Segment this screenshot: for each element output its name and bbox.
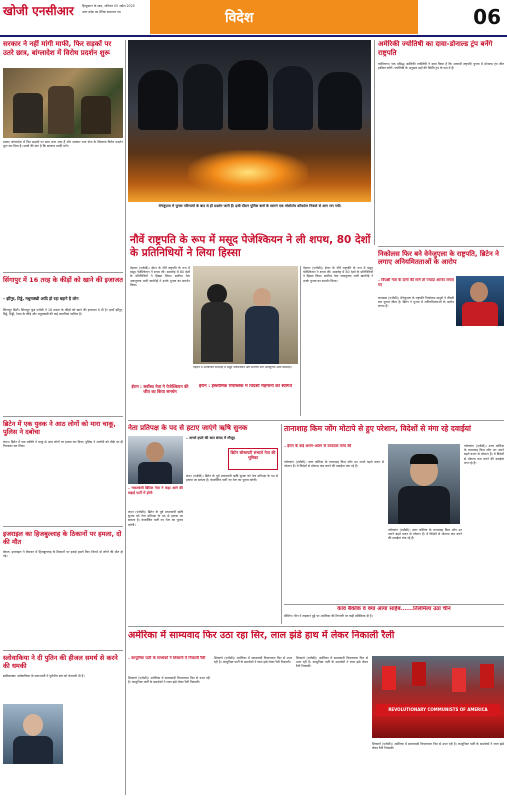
brand-logo: खोजी एनसीआर <box>3 4 74 18</box>
strip-headline: काव बैंकॉक व क्या आया साहेब......तिलमिला उठा चीन <box>337 606 451 612</box>
kim-jong-un-photo <box>388 444 460 524</box>
section-title: विदेश <box>225 10 254 26</box>
page-number: 06 <box>473 5 501 29</box>
communist-rally-photo <box>372 656 504 738</box>
article-body: प्योंगयांग (एजेंसी)। उत्तर कोरिया के तानाशाह किम जोंग उन अपने बढ़ते वजन से परेशान हैं। वे विदेशों से मोटापा कम करने की दवाईयां मंगा रहे हैं। <box>284 460 384 469</box>
article-subhead: – ईरान के कई अलग-अलग से उत्पादक जांच की <box>284 444 352 448</box>
bottom-story <box>128 630 504 798</box>
article-headline: स्लोवाकिया ने दी पुतिन की हीजल समर्थ से करने की धमकी <box>3 654 118 670</box>
article-headline: नेता प्रतिपक्ष के पद से हटाए जाएंगे ऋषि सुनक <box>128 424 248 432</box>
sunak-photo <box>128 436 183 484</box>
header-rule <box>0 35 507 37</box>
left-column <box>3 40 123 797</box>
main-body: तेहरान (एजेंसी)। ईरान के नौवें राष्ट्रपति के रूप में मसूद पेजेश्कियन ने शपथ ली। समारोह में 80 देशों के प्रतिनिधियों ने हिस्सा लिया। सर्वोच्च नेता अयातुल्ला अली खामेनेई ने उनके चुनाव का समर्थन किया। <box>130 266 190 287</box>
china-strip <box>284 606 504 624</box>
article-body: कराकस (एजेंसी)। वेनेजुएला के राष्ट्रपति निकोलस मादुरो ने तीसरी बार चुनाव जीता है। ब्रिटेन ने चुनाव में अनियमितताओं के आरोप लगाए हैं। <box>378 296 454 309</box>
article-headline: तानाशाह किम जोंग मोटापे से हुए परेशान, विदेशों से मंगा रहे दवाईयां <box>284 424 471 433</box>
main-body-continued: तेहरान (एजेंसी)। ईरान के नौवें राष्ट्रपति के रूप में मसूद पेजेश्कियन ने शपथ ली। समारोह में 80 देशों के प्रतिनिधियों ने हिस्सा लिया। सर्वोच्च नेता अयातुल्ला अली खामेनेई ने उनके चुनाव का समर्थन किया। <box>303 266 373 283</box>
article-headline: इजराइल का हिजबुल्लाह के ठिकानों पर हमला, दो की मौत <box>3 530 122 546</box>
article-body: वाशिंगटन। एक प्रसिद्ध अमेरिकी ज्योतिषी ने दावा किया है कि आगामी राष्ट्रपति चुनाव में डोनाल्ड ट्रंप जीत हासिल करेंगे। ज्योतिषी के अनुसार ग्रहों की स्थिति ट्रंप के पक्ष में है। <box>378 62 504 71</box>
article-body: ढाका। बांग्लादेश में फिर सड़कों पर छात्र उतर आए हैं और सरकार तथा सेना के खिलाफ विरोध प्रदर्शन शुरू कर दिया है। छात्रों की मांग है कि सरकार माफी मांगे। <box>3 140 123 149</box>
article-body: लंदन (एजेंसी)। ब्रिटेन के पूर्व प्रधानमंत्री ऋषि सुनक को नेता प्रतिपक्ष के पद से हटाया जा सकता है। कंजर्वेटिव पार्टी नए नेता का चुनाव करेगी। <box>128 510 183 527</box>
side-quote: ईरान : इस्लामिक रिपब्लिक में विदेशी मेहमानों का स्वागत <box>198 384 293 389</box>
protest-photo <box>3 68 123 138</box>
masthead <box>0 0 150 34</box>
article-body: सिंगापुर सिटी। सिंगापुर फूड एजेंसी ने 16 प्रकार के कीड़ों को खाने की इजाजत दे दी है। इनमें झींगुर, टिड्डे, टिड्डी, रेशम के कीड़े और मधुमक्खी की कई प्रजातियां शामिल हैं। <box>3 308 123 317</box>
article-headline: सिंगापुर में 16 तरह के कीड़ों को खाने की इजाजत <box>3 276 123 284</box>
photo-caption: तेहरान में आयोजित समारोह में मसूद पेजेश्कियन और सर्वोच्च नेता अयातुल्ला अली खामेनेई। <box>193 366 292 369</box>
bottom-body-col4: शिकागो (एजेंसी)। अमेरिका में साम्यवादी विचारधारा फिर से उभर रही है। कम्युनिस्ट पार्टी के समर्थकों ने लाल झंडे लेकर रैली निकाली। <box>372 742 504 751</box>
kim-story <box>284 424 504 602</box>
article-body: बेरूत। इजराइल ने लेबनान में हिजबुल्लाह के ठिकानों पर हवाई हमले किए जिनमें दो लोगों की मौत हो गई। <box>3 550 123 559</box>
box-quote: ब्रिटेन सोसायटी संभाले नेता की भूमिका <box>228 448 278 470</box>
article-body-continued: लंदन (एजेंसी)। ब्रिटेन के पूर्व प्रधानमंत्री ऋषि सुनक को नेता प्रतिपक्ष के पद से हटाया जा सकता है। कंजर्वेटिव पार्टी नए नेता का चुनाव करेगी। <box>186 474 278 483</box>
bottom-body-col2: शिकागो (एजेंसी)। अमेरिका में साम्यवादी विचारधारा फिर से उभर रही है। कम्युनिस्ट पार्टी के समर्थकों ने लाल झंडे लेकर रैली निकाली। <box>214 656 292 665</box>
pezeshkian-ceremony-photo <box>193 266 298 364</box>
pull-quote: ईरान : सर्वोच्च नेता ने पेजेश्कियन की जीत का किया समर्थन <box>131 384 189 395</box>
article-body: ब्रातिस्लावा। स्लोवाकिया के प्रधानमंत्री ने यूरोपीय संघ को चेतावनी दी है। <box>3 674 85 678</box>
page-number-box <box>418 0 507 34</box>
bottom-headline: अमेरिका में साम्यवाद फिर उठा रहा सिर, लाल झंडे हाथ में लेकर निकाली रैली <box>128 630 395 641</box>
bottom-subhead: – कम्युनिस्ट पार्टी के समर्थकों ने शिकागो में निकाली रैली <box>128 656 206 660</box>
strip-body: बीजिंग। चीन ने ताइवान मुद्दे पर अमेरिका की टिप्पणी पर कड़ी प्रतिक्रिया दी है। <box>284 614 373 618</box>
article-body-more: प्योंगयांग (एजेंसी)। उत्तर कोरिया के तानाशाह किम जोंग उन अपने बढ़ते वजन से परेशान हैं। वे विदेशों से मोटापा कम करने की दवाईयां मंगा रहे हैं। <box>388 528 462 541</box>
article-subhead: – झींगुर, टिड्डे, मधुमक्खी आदि हो रहा बहाने है लोग <box>3 296 79 301</box>
right-column <box>378 40 504 455</box>
hero-caption: वेनेजुएला में चुनाव परिणामों के बाद से ही प्रदर्शन जारी हैं। इसी दौरान पुलिस बलों के सामने एक मोलोटोव कॉकटेल निकले से आग लग गयी। <box>158 204 342 208</box>
article-subhead: – अगले हफ्ते की बात संसद में मौजूद <box>186 436 235 440</box>
article-body: लंदन। ब्रिटेन में एक व्यक्ति ने चाकू से आठ लोगों पर हमला कर दिया। पुलिस ने आरोपी को मौके पर ही गिरफ्तार कर लिया। <box>3 440 123 449</box>
politician-photo <box>3 704 63 764</box>
bottom-body: शिकागो (एजेंसी)। अमेरिका में साम्यवादी विचारधारा फिर से उभर रही है। कम्युनिस्ट पार्टी के समर्थकों ने लाल झंडे लेकर रैली निकाली। <box>128 676 210 685</box>
article-headline: ब्रिटेन में एक युवक ने आठ लोगों को मारा चाकू, पुलिस ने दबोचा <box>3 420 116 436</box>
article-headline: निकोलस फिर बने वेनेजुएला के राष्ट्रपति, ब्रिटेन ने लगाए अनियमितताओं के आरोप <box>378 250 499 267</box>
maduro-photo <box>456 276 504 326</box>
rally-banner: REVOLUTIONARY COMMUNISTS OF AMERICA <box>376 704 500 716</box>
article-body-continued: प्योंगयांग (एजेंसी)। उत्तर कोरिया के तानाशाह किम जोंग उन अपने बढ़ते वजन से परेशान हैं। वे विदेशों से मोटापा कम करने की दवाईयां मंगा रहे हैं। <box>464 444 504 465</box>
header-date: हिन्दुस्तान के साथ, शनिवार 05 अप्रैल 2025 <box>82 4 135 8</box>
article-subhead: – विपक्षी नेता के दोनों की माने तो ज्यादा आरोप लगाए गए <box>378 278 454 287</box>
sunak-story <box>128 424 278 624</box>
hero-riot-photo <box>128 40 371 202</box>
article-kicker: – भारतवंशी ब्रिटिश नेता ने कहा आगे की लड़ाई पार्टी में होगी <box>128 486 183 495</box>
main-headline: नौवें राष्ट्रपति के रूप में मसूद पेजेश्कियन ने ली शपथ, 80 देशों के प्रतिनिधियों ने लिया हिस्सा <box>130 234 371 259</box>
article-headline: अमेरिकी ज्योतिषी का दावा-डोनाल्ड ट्रंप बनेंगे राष्ट्रपति <box>378 40 493 57</box>
header-tagline: उत्तर प्रदेश का दैनिक समाचार पत्र <box>82 10 121 14</box>
bottom-body-col3: शिकागो (एजेंसी)। अमेरिका में साम्यवादी विचारधारा फिर से उभर रही है। कम्युनिस्ट पार्टी के समर्थकों ने लाल झंडे लेकर रैली निकाली। <box>296 656 368 669</box>
article-headline: सरकार ने नहीं मांगी माफी, फिर सड़कों पर उतरे छात्र, बांग्लादेश में विरोध प्रदर्शन शुरू <box>3 40 112 57</box>
